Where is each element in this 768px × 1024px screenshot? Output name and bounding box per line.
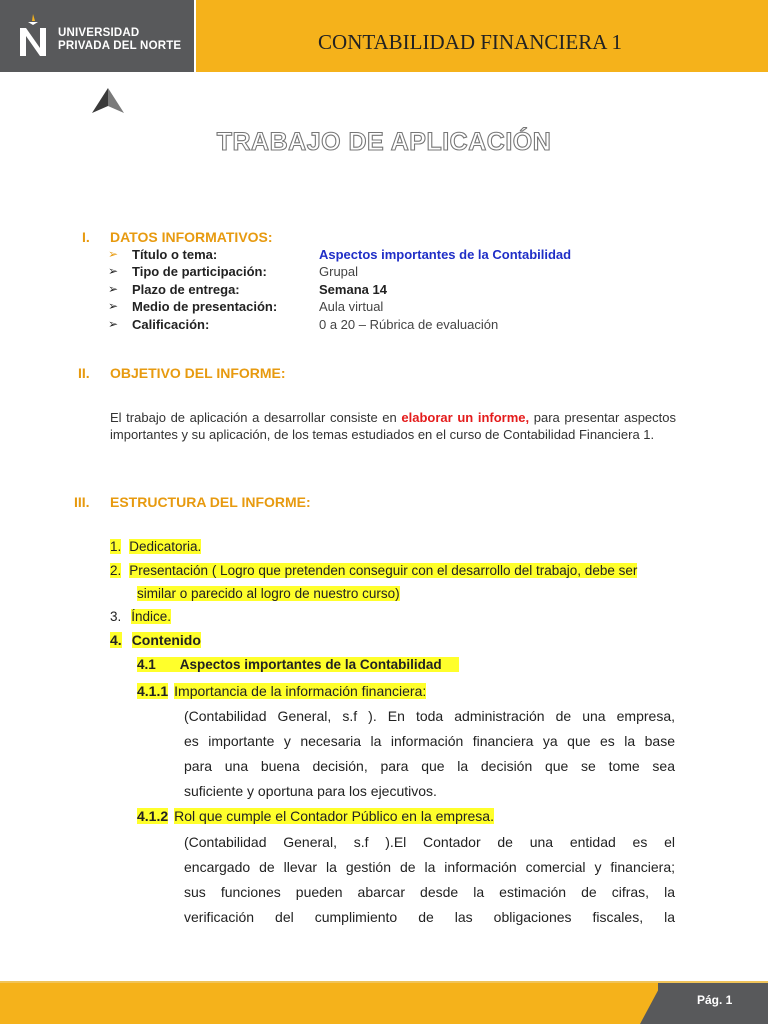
list-item-4 bbox=[110, 632, 201, 648]
body-line: es importante y necesaria la información financiera ya que es la base bbox=[184, 733, 675, 749]
subsection-number: 4.1.1 bbox=[137, 683, 169, 699]
list-text: Contenido bbox=[131, 632, 201, 648]
list-item-2-continued bbox=[137, 586, 400, 601]
subsection-4-1-2 bbox=[137, 808, 494, 824]
list-number: 2. bbox=[110, 563, 122, 578]
info-value: Aula virtual bbox=[319, 299, 384, 314]
list-item-2 bbox=[110, 563, 637, 578]
course-title-text: CONTABILIDAD FINANCIERA 1 bbox=[318, 30, 622, 54]
info-value: Grupal bbox=[319, 264, 359, 279]
body-line: (Contabilidad General, s.f ). En toda administración de una empresa, bbox=[184, 708, 675, 724]
info-label: Calificación: bbox=[132, 317, 210, 332]
info-label: Plazo de entrega: bbox=[132, 282, 240, 297]
bullet-arrow-icon: ➢ bbox=[108, 247, 119, 261]
subsection-title: Rol que cumple el Contador Público en la empresa. bbox=[174, 808, 494, 824]
list-item-3 bbox=[110, 609, 171, 624]
objective-paragraph bbox=[110, 409, 676, 443]
bullet-arrow-icon: ➢ bbox=[108, 317, 119, 331]
document-title: TRABAJO DE APLICACIÓN bbox=[216, 128, 552, 156]
bullet-arrow-icon: ➢ bbox=[108, 264, 119, 278]
subsection-4-1 bbox=[137, 657, 459, 672]
body-line: verificación del cumplimiento de las obligaciones fiscales, la bbox=[184, 909, 675, 925]
section-1-number: I. bbox=[82, 229, 90, 245]
body-line: encargado de llevar la gestión de la información comercial y financiera; bbox=[184, 859, 675, 875]
body-line: para una buena decisión, para que la decisión que se tome sea bbox=[184, 758, 675, 774]
info-label: Medio de presentación: bbox=[132, 299, 278, 314]
subsection-number: 4.1 bbox=[137, 657, 156, 672]
list-text: similar o parecido al logro de nuestro curso) bbox=[137, 586, 400, 601]
body-line: sus funciones pueden abarcar desde la estimación de cifras, la bbox=[184, 884, 675, 900]
logo-line-2: PRIVADA DEL NORTE bbox=[58, 40, 182, 52]
list-number: 3. bbox=[110, 609, 122, 624]
body-line: suficiente y oportuna para los ejecutivos. bbox=[184, 783, 437, 799]
subsection-4-1-1 bbox=[137, 683, 426, 699]
header-logo-panel bbox=[0, 0, 194, 72]
arrow-up-icon bbox=[90, 86, 126, 116]
list-text: Dedicatoria. bbox=[129, 539, 202, 554]
subsection-number: 4.1.2 bbox=[137, 808, 169, 824]
bullet-arrow-icon: ➢ bbox=[108, 282, 119, 296]
objective-highlight: elaborar un informe, bbox=[401, 410, 530, 425]
section-2-number: II. bbox=[78, 365, 90, 381]
info-label: Título o tema: bbox=[132, 247, 218, 262]
list-text: Presentación ( Logro que pretenden conseguir con el desarrollo del trabajo, debe ser bbox=[129, 563, 638, 578]
section-3-title: ESTRUCTURA DEL INFORME: bbox=[110, 494, 311, 510]
university-name bbox=[58, 27, 181, 53]
page-number: Pág. 1 bbox=[697, 993, 733, 1007]
objective-text-end: para presentar aspectos importantes y su aplicación, de los temas estudiados en el curso de Contabilidad Financiera 1. bbox=[110, 410, 676, 442]
list-number: 1. bbox=[110, 539, 122, 554]
info-value: Semana 14 bbox=[319, 282, 387, 297]
info-value: 0 a 20 – Rúbrica de evaluación bbox=[319, 317, 499, 332]
section-3-number: III. bbox=[74, 494, 90, 510]
section-2-title: OBJETIVO DEL INFORME: bbox=[110, 365, 286, 381]
university-logo-icon bbox=[18, 14, 48, 58]
info-value: Aspectos importantes de la Contabilidad bbox=[319, 247, 572, 262]
list-number: 4. bbox=[110, 632, 122, 648]
list-text: Índice. bbox=[131, 609, 172, 624]
list-item-1 bbox=[110, 539, 201, 554]
body-line: (Contabilidad General, s.f ).El Contador de una entidad es el bbox=[184, 834, 675, 850]
subsection-title: Importancia de la información financiera: bbox=[174, 683, 427, 699]
section-1-title: DATOS INFORMATIVOS: bbox=[110, 229, 273, 245]
info-label: Tipo de participación: bbox=[132, 264, 267, 279]
bullet-arrow-icon: ➢ bbox=[108, 299, 119, 313]
objective-text-start: El trabajo de aplicación a desarrollar consiste en bbox=[110, 410, 402, 425]
subsection-title: Aspectos importantes de la Contabilidad bbox=[179, 657, 442, 672]
logo-line-1: UNIVERSIDAD bbox=[58, 27, 140, 39]
